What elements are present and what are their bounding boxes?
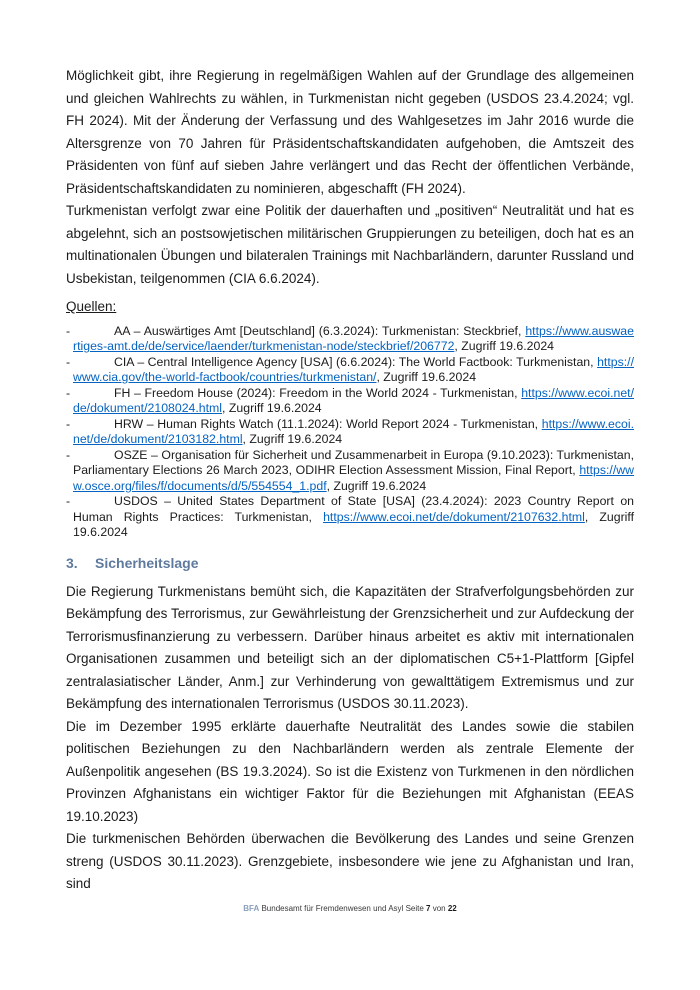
source-link[interactable]: https://www.cia.gov/the-world-factbook/countries/turkmenistan/ — [73, 354, 634, 384]
source-link[interactable]: https://www.ecoi.net/de/dokument/2108024.html — [73, 385, 634, 415]
footer-page-of: von — [432, 904, 446, 913]
sources-label — [66, 296, 634, 319]
source-tab-spacer — [73, 504, 114, 505]
source-text: HRW – Human Rights Watch (11.1.2024): World Report 2024 - Turkmenistan, — [114, 416, 542, 431]
source-tab-spacer — [73, 396, 114, 397]
source-item — [66, 448, 634, 495]
source-item — [66, 417, 634, 448]
source-text: , Zugriff 19.6.2024 — [242, 432, 343, 446]
source-item — [66, 324, 634, 355]
paragraph: Die im Dezember 1995 erklärte dauerhafte Neutralität des Landes sowie die stabilen politischen Beziehungen zu den Nachbarländern werden als zentrale Elemente der Außenpolitik angesehen (BS 19.3.2024). So ist die Existenz von Turkmenen in den nördlichen Provinzen Afghanistans ein wichtiger Faktor für die Beziehungen mit Afghanistan (EEAS 19.10.2023) — [66, 718, 634, 824]
source-tab-spacer — [73, 458, 114, 459]
source-text: USDOS – United States Department of State [USA] (23.4.2024): 2023 Country Report on Human Rights Practices: Turkmenistan, — [73, 494, 634, 524]
source-text: AA – Auswärtiges Amt [Deutschland] (6.3.2024): Turkmenistan: Steckbrief, — [114, 323, 526, 338]
source-text: , Zugriff 19.6.2024 — [222, 401, 322, 415]
source-tab-spacer — [73, 427, 114, 428]
source-bullet: - — [66, 354, 71, 369]
footer-org-name: Bundesamt für Fremdenwesen und Asyl — [261, 904, 404, 913]
source-bullet: - — [66, 416, 71, 431]
sources-label-text: Quellen: — [66, 299, 117, 314]
source-bullet: - — [66, 494, 71, 508]
source-text: , Zugriff 19.6.2024 — [326, 478, 427, 493]
footer-page-number: 7 — [426, 904, 431, 913]
section-heading — [66, 554, 634, 572]
source-link[interactable]: https://www.ecoi.net/de/dokument/2103182.html — [73, 416, 634, 446]
section-number: 3. — [66, 554, 78, 571]
section-paragraphs — [66, 581, 634, 896]
source-link[interactable]: https://www.osce.org/files/f/documents/d/5/554554_1.pdf — [73, 463, 634, 493]
source-item — [66, 386, 634, 417]
paragraph: Möglichkeit gibt, ihre Regierung in regelmäßigen Wahlen auf der Grundlage des allgemeinen und gleichen Wahlrechts zu wählen, in Turkmenistan nicht gegeben (USDOS 23.4.2024; vgl. FH 2024). Mit der Änderung der Verfassung und des Wahlgesetzes im Jahr 2016 wurde die Altersgrenze von 70 Jahren für Präsidentschaftskandidaten aufgehoben, die Amtszeit des Präsidenten von fünf auf sieben Jahre verlängert und das Recht der öffentlichen Verbände, Präsidentschaftskandidaten zu nominieren, abgeschafft (FH 2024). — [66, 68, 634, 196]
section-title: Sicherheitslage — [95, 554, 199, 571]
source-text: CIA – Central Intelligence Agency [USA] (6.6.2024): The World Factbook: Turkmenistan, — [114, 354, 598, 369]
source-bullet: - — [66, 447, 71, 462]
footer-org-abbr: BFA — [243, 904, 260, 913]
intro-paragraphs — [66, 65, 634, 290]
source-bullet: - — [66, 385, 71, 400]
source-item — [66, 494, 634, 541]
source-link[interactable]: https://www.ecoi.net/de/dokument/2107632.html — [323, 509, 585, 524]
source-text: OSZE – Organisation für Sicherheit und Zusammenarbeit in Europa (9.10.2023): Turkmenistan, Parliamentary Elections 26 March 2023, ODIHR Election Assessment Mission, Final Report, — [73, 447, 634, 477]
paragraph: Turkmenistan verfolgt zwar eine Politik der dauerhaften und „positiven“ Neutralität und hat es abgelehnt, sich an postsowjetischen militärischen Gruppierungen zu beteiligen, doch hat es an multinationalen Übungen und bilateralen Trainings mit Nachbarländern, darunter Russland und Usbekistan, teilgenommen (CIA 6.6.2024). — [66, 203, 634, 286]
source-text: FH – Freedom House (2024): Freedom in the World 2024 - Turkmenistan, — [114, 385, 522, 400]
paragraph: Die Regierung Turkmenistans bemüht sich, die Kapazitäten der Strafverfolgungsbehörden zur Bekämpfung des Terrorismus, zur Gewährleistung der Grenzsicherheit und zur Aufdeckung der Terrorismusfinanzierung zu verbessern. Darüber hinaus arbeitet es aktiv mit internationalen Organisationen zusammen und beteiligt sich an der diplomatischen C5+1-Plattform [Gipfel zentralasiatischer Länder, Anm.] zur Verhinderung von gewalttätigem Extremismus und zur Bekämpfung des internationalen Terrorismus (USDOS 30.11.2023). — [66, 583, 634, 711]
source-link[interactable]: https://www.auswaertiges-amt.de/de/service/laender/turkmenistan-node/steckbrief/206772 — [73, 323, 634, 353]
sources-list — [66, 324, 634, 541]
source-tab-spacer — [73, 365, 114, 366]
footer-page-label: Seite — [405, 904, 424, 913]
page-footer — [0, 903, 700, 914]
source-item — [66, 355, 634, 386]
source-tab-spacer — [73, 334, 114, 335]
source-text: , Zugriff 19.6.2024 — [376, 370, 477, 384]
source-bullet: - — [66, 323, 71, 338]
source-text: , Zugriff 19.6.2024 — [454, 339, 555, 353]
paragraph: Die turkmenischen Behörden überwachen die Bevölkerung des Landes und seine Grenzen streng (USDOS 30.11.2023). Grenzgebiete, insbesondere wie jene zu Afghanistan und Iran, sind — [66, 831, 634, 891]
source-text: , Zugriff 19.6.2024 — [73, 509, 635, 539]
footer-page-total: 22 — [447, 904, 457, 913]
